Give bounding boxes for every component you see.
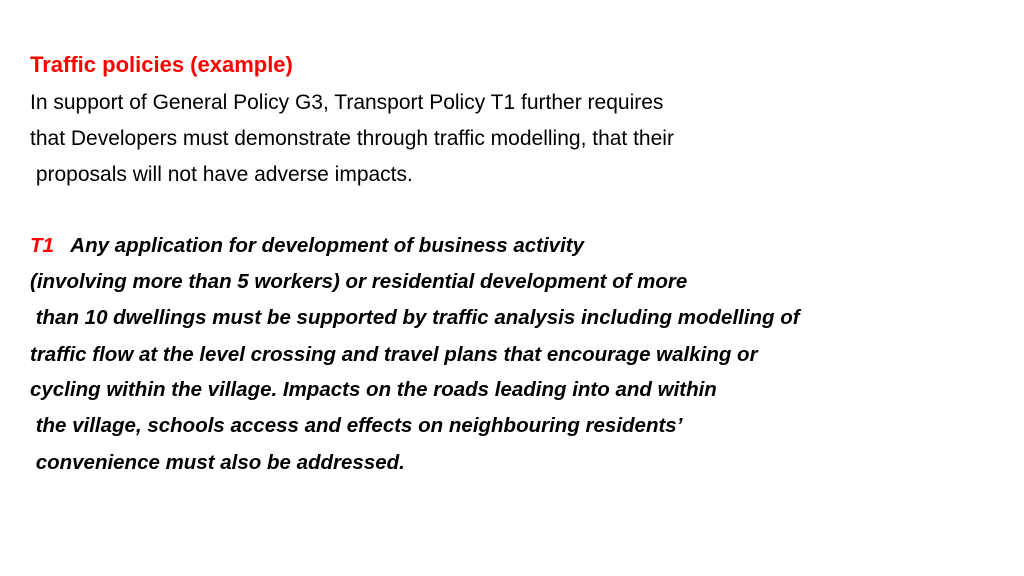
policy-line-4: traffic flow at the level crossing and travel plans that encourage walking or <box>30 343 758 366</box>
policy-id: T1 <box>30 234 54 257</box>
policy-line-7: convenience must also be addressed. <box>30 451 405 474</box>
policy-line-3: than 10 dwellings must be supported by traffic analysis including modelling of <box>30 306 800 329</box>
policy-line-5: cycling within the village. Impacts on the roads leading into and within <box>30 378 717 401</box>
policy-line-6: the village, schools access and effects on neighbouring residents’ <box>30 414 683 437</box>
intro-line-2: that Developers must demonstrate through traffic modelling, that their <box>30 127 674 150</box>
policy-first-line <box>30 233 584 259</box>
slide-heading: Traffic policies (example) <box>30 52 293 77</box>
policy-line-2: (involving more than 5 workers) or residential development of more <box>30 270 688 293</box>
intro-line-1: In support of General Policy G3, Transport Policy T1 further requires <box>30 91 664 114</box>
intro-line-3: proposals will not have adverse impacts. <box>30 163 413 186</box>
policy-line-1: Any application for development of business activity <box>53 234 585 257</box>
